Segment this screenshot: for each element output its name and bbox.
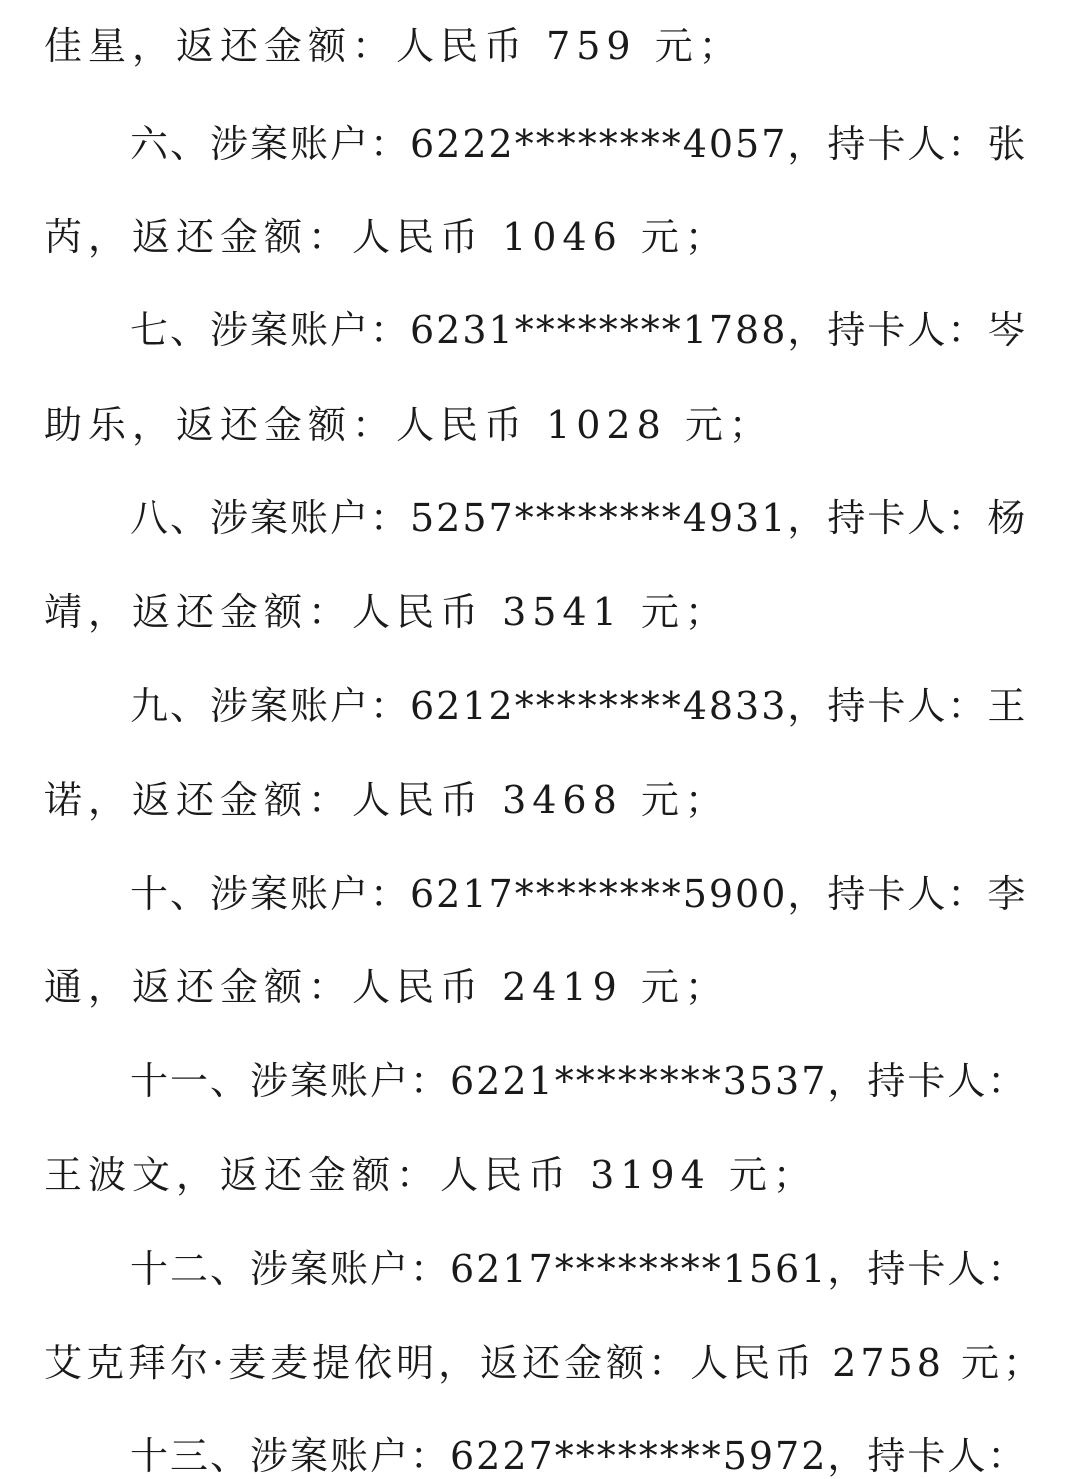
text-line-13: 王波文，返还金额：人民币 3194 元； — [44, 1153, 817, 1197]
text-line-6: 八、涉案账户：5257********4931，持卡人：杨 — [130, 496, 1028, 540]
text-line-3: 芮，返还金额：人民币 1046 元； — [44, 215, 729, 259]
text-line-4: 七、涉案账户：6231********1788，持卡人：岑 — [130, 308, 1028, 352]
text-line-14: 十二、涉案账户：6217********1561，持卡人： — [130, 1247, 1028, 1291]
text-line-9: 诺，返还金额：人民币 3468 元； — [44, 778, 729, 822]
text-line-16: 十三、涉案账户：6227********5972，持卡人： — [130, 1434, 1028, 1478]
text-line-1: 佳星，返还金额：人民币 759 元； — [44, 24, 743, 68]
text-line-12: 十一、涉案账户：6221********3537，持卡人： — [130, 1059, 1028, 1103]
text-line-2: 六、涉案账户：6222********4057，持卡人：张 — [130, 122, 1028, 166]
text-line-8: 九、涉案账户：6212********4833，持卡人：王 — [130, 684, 1028, 728]
text-line-11: 通，返还金额：人民币 2419 元； — [44, 965, 729, 1009]
text-line-10: 十、涉案账户：6217********5900，持卡人：李 — [130, 872, 1028, 916]
text-line-15: 艾克拜尔·麦麦提依明，返还金额：人民币 2758 元； — [44, 1341, 1045, 1385]
text-line-7: 靖，返还金额：人民币 3541 元； — [44, 590, 729, 634]
text-line-5: 助乐，返还金额：人民币 1028 元； — [44, 403, 773, 447]
